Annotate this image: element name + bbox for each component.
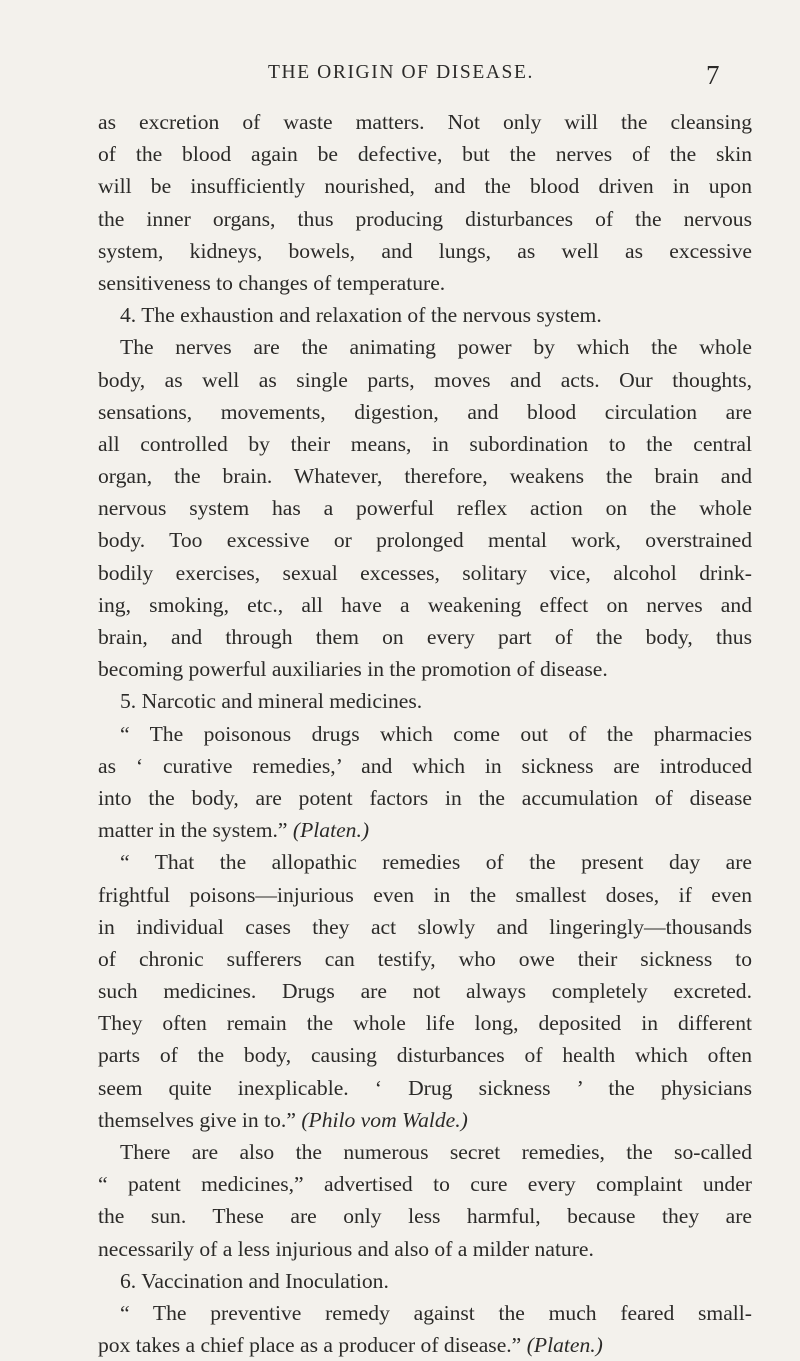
section-heading-4: 4. The exhaustion and relaxation of the nervous system. xyxy=(120,303,602,328)
quote-line: of chronic sufferers can testify, who owe their sickness to xyxy=(98,946,752,971)
quote-line: as ‘ curative remedies,’ and which in sickness are introduced xyxy=(98,753,752,778)
section-heading-6: 6. Vaccination and Inoculation. xyxy=(120,1268,389,1293)
text-line: the inner organs, thus producing disturbances of the nervous xyxy=(98,206,752,231)
quote-line: in individual cases they act slowly and lingeringly—thousands xyxy=(98,914,752,939)
citation: (Platen.) xyxy=(292,818,370,843)
text-line: ing, smoking, etc., all have a weakening effect on nerves and xyxy=(98,592,752,617)
quote-line: parts of the body, causing disturbances of health which often xyxy=(98,1043,752,1068)
quote-text: matter in the system.” xyxy=(98,818,288,843)
text-line: system, kidneys, bowels, and lungs, as well as excessive xyxy=(98,238,752,263)
page-number: 7 xyxy=(706,60,720,90)
quote-line-with-citation xyxy=(98,1329,752,1361)
text-line: as excretion of waste matters. Not only will the cleansing xyxy=(98,110,752,134)
text-line: the sun. These are only less harmful, because they are xyxy=(98,1204,752,1229)
text-line: brain, and through them on every part of the body, thus xyxy=(98,625,752,649)
quote-line-with-citation xyxy=(98,814,752,846)
citation: (Platen.) xyxy=(526,1333,603,1358)
text-line: of the blood again be defective, but the nerves of the skin xyxy=(98,142,752,167)
quote-text: pox takes a chief place as a producer of disease.” xyxy=(98,1333,522,1358)
quote-line: “ The poisonous drugs which come out of the pharmacies xyxy=(120,721,752,746)
text-line: will be insufficiently nourished, and the blood driven in upon xyxy=(98,174,752,199)
quote-line: “ The preventive remedy against the much feared small- xyxy=(120,1300,752,1325)
quote-line: frightful poisons—injurious even in the smallest doses, if even xyxy=(98,882,752,907)
quote-text: themselves give in to.” xyxy=(98,1107,296,1132)
text-line: necessarily of a less injurious and also of a milder nature. xyxy=(98,1236,594,1261)
running-header xyxy=(0,58,800,88)
section-heading-5: 5. Narcotic and mineral medicines. xyxy=(120,689,423,714)
text-line: The nerves are the animating power by which the whole xyxy=(120,335,752,360)
quote-line: seem quite inexplicable. ‘ Drug sickness ’ the physicians xyxy=(98,1075,752,1100)
body-text xyxy=(98,106,752,1361)
quote-line: into the body, are potent factors in the accumulation of disease xyxy=(98,785,752,810)
text-line: bodily exercises, sexual excesses, solitary vice, alcohol drink- xyxy=(98,560,752,585)
text-line: There are also the numerous secret remedies, the so-called xyxy=(120,1140,752,1164)
running-title: THE ORIGIN OF DISEASE. xyxy=(268,62,534,83)
text-line: body. Too excessive or prolonged mental work, overstrained xyxy=(98,528,752,553)
text-line: nervous system has a powerful reflex action on the whole xyxy=(98,496,752,521)
citation: (Philo vom Walde.) xyxy=(301,1107,468,1132)
text-line: becoming powerful auxiliaries in the promotion of disease. xyxy=(98,657,608,682)
text-line: organ, the brain. Whatever, therefore, weakens the brain and xyxy=(98,464,752,489)
text-line: all controlled by their means, in subordination to the central xyxy=(98,431,752,456)
text-line: “ patent medicines,” advertised to cure every complaint under xyxy=(98,1172,752,1197)
text-line: sensitiveness to changes of temperature. xyxy=(98,270,446,295)
text-line: sensations, movements, digestion, and blood circulation are xyxy=(98,399,752,424)
quote-line: They often remain the whole life long, deposited in different xyxy=(98,1011,752,1036)
text-line: body, as well as single parts, moves and acts. Our thoughts, xyxy=(98,367,752,392)
quote-line: “ That the allopathic remedies of the present day are xyxy=(120,850,752,875)
quote-line: such medicines. Drugs are not always completely excreted. xyxy=(98,979,752,1004)
quote-line-with-citation xyxy=(98,1104,752,1136)
